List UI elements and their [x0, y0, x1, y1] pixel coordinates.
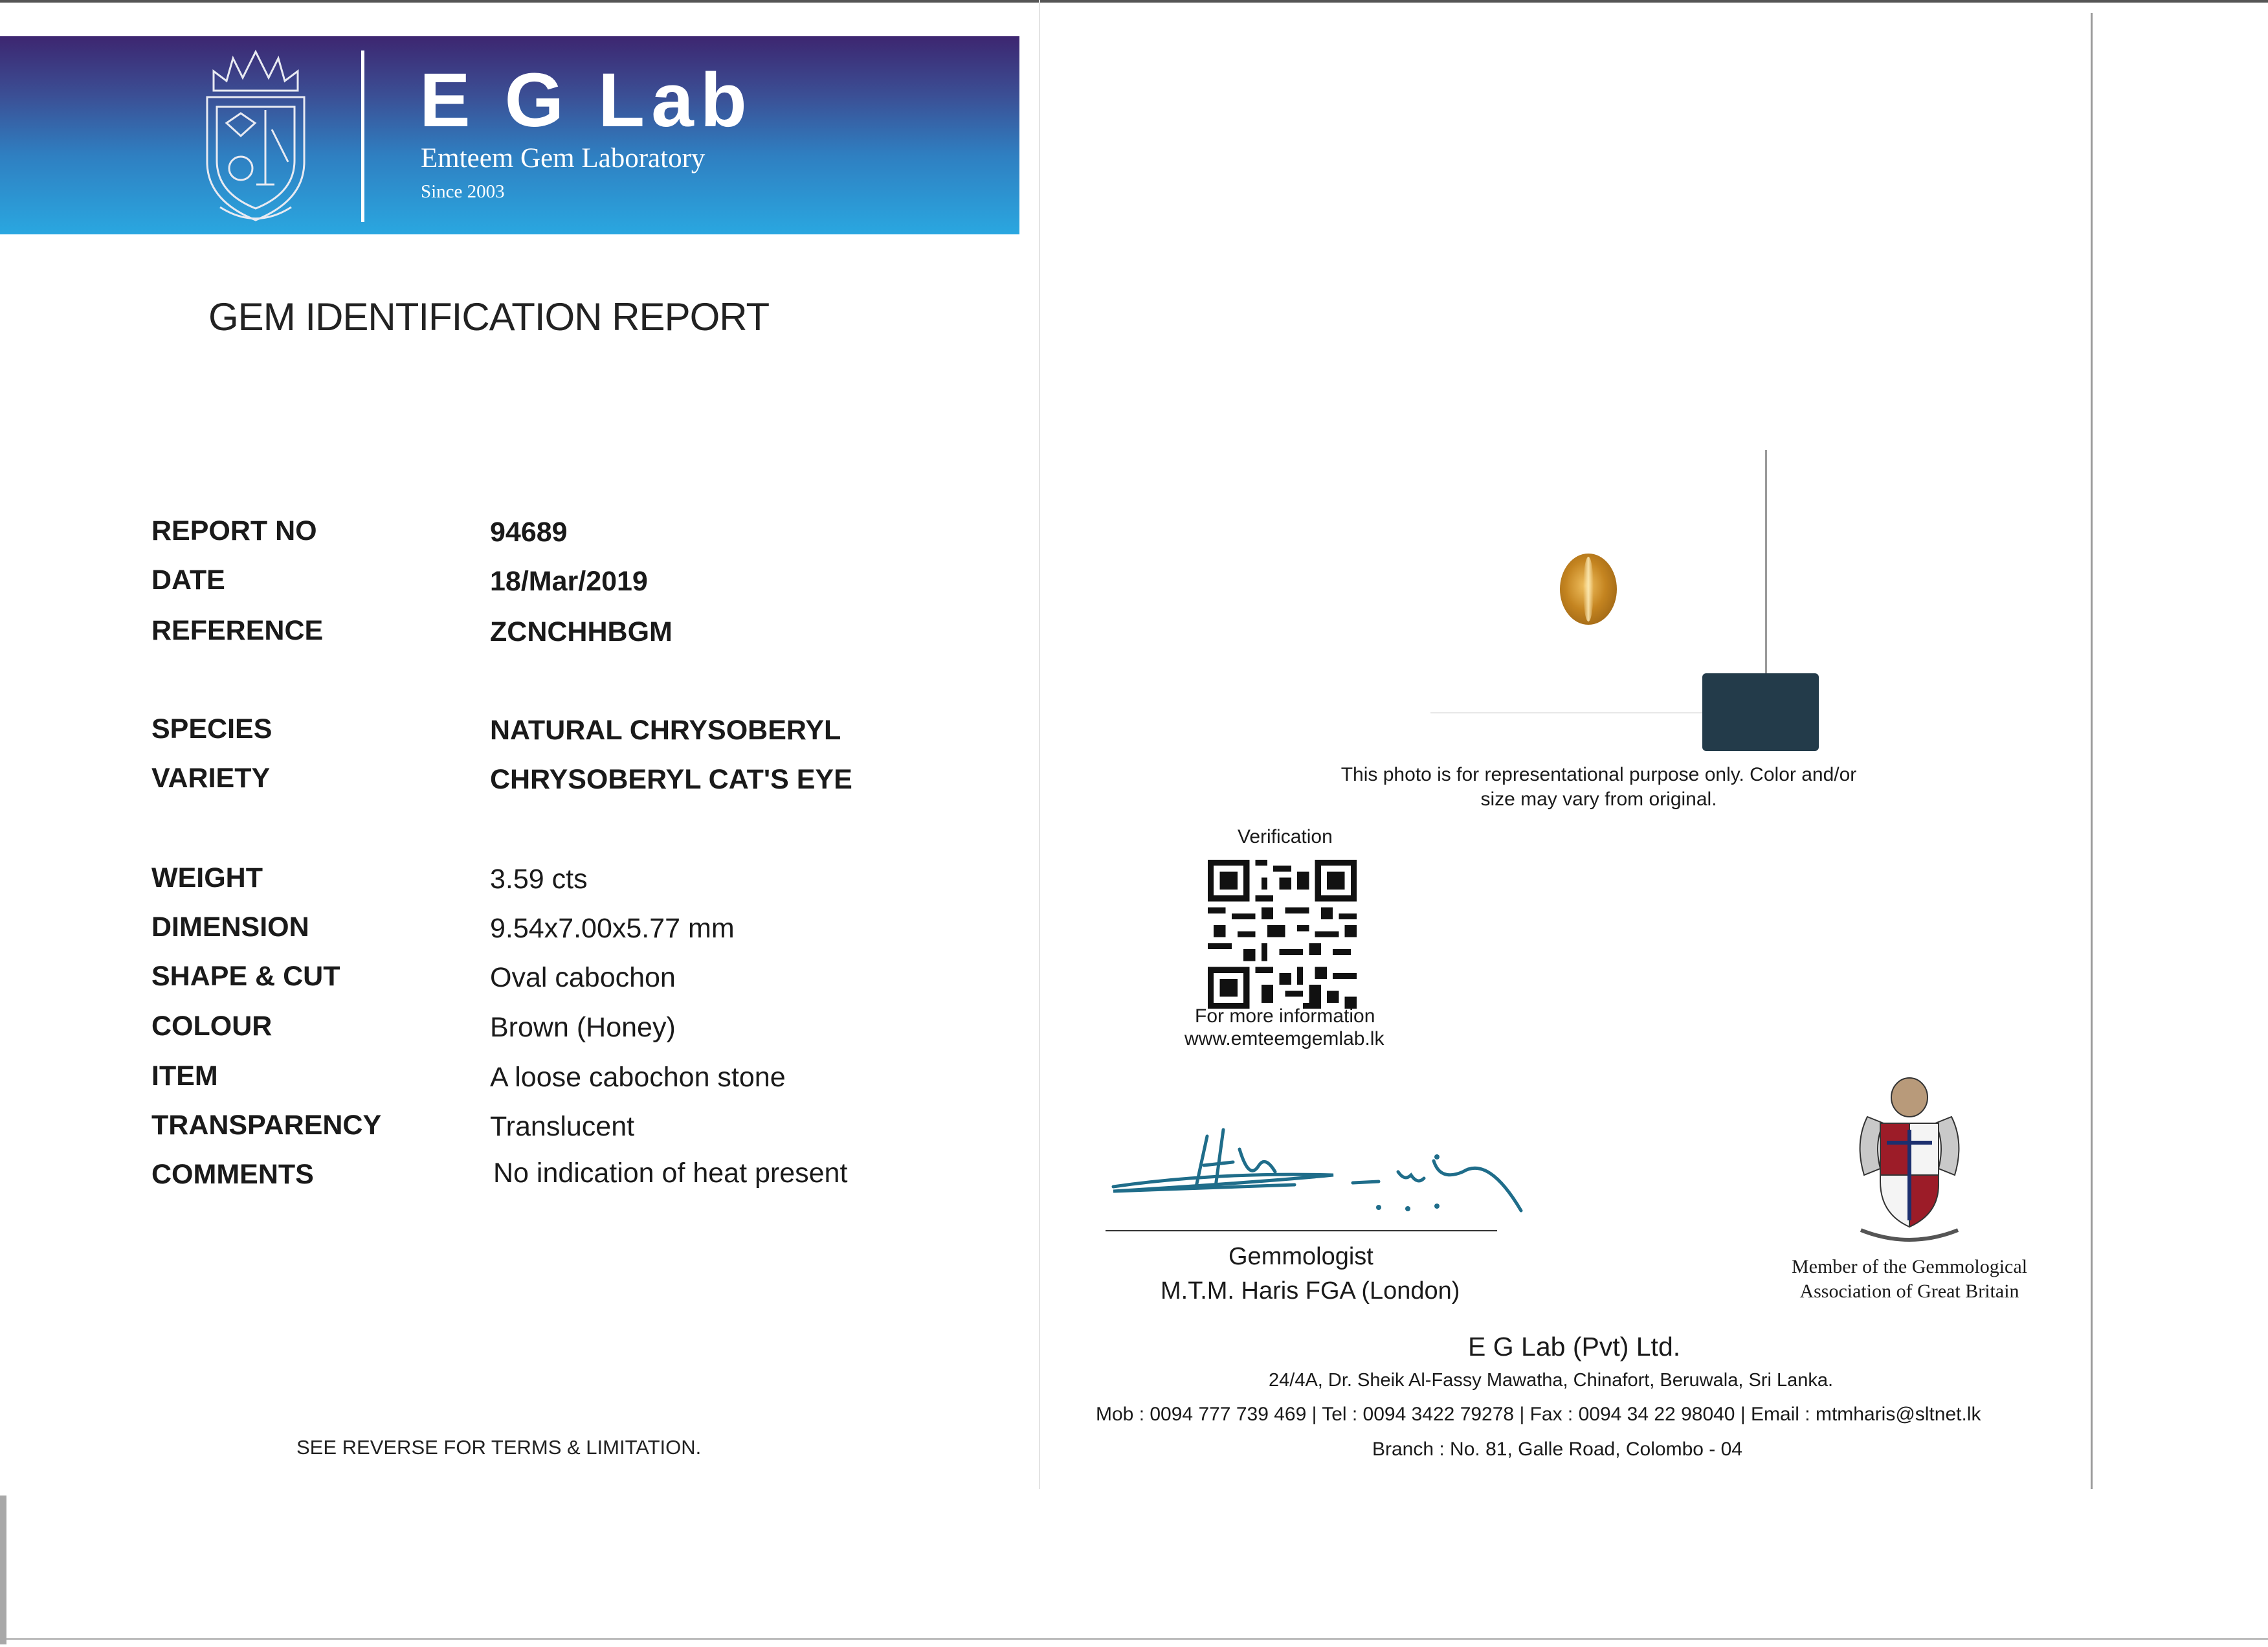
field-label-date: DATE	[151, 565, 225, 596]
report-title: GEM IDENTIFICATION REPORT	[208, 295, 770, 339]
scan-edge-bottom	[0, 1638, 2268, 1640]
field-value-comments: No indication of heat present	[493, 1158, 848, 1189]
field-value-transparency: Translucent	[490, 1111, 635, 1142]
photo-disclaimer	[1320, 763, 1877, 812]
gemmologist-signature	[1100, 1110, 1540, 1227]
field-label-dimension: DIMENSION	[151, 912, 309, 943]
company-branch: Branch : No. 81, Galle Road, Colombo - 04	[1372, 1439, 1742, 1460]
field-label-report-no: REPORT NO	[151, 515, 317, 546]
field-label-colour: COLOUR	[151, 1011, 272, 1042]
field-value-weight: 3.59 cts	[490, 864, 588, 895]
field-label-reference: REFERENCE	[151, 615, 324, 646]
field-value-species: NATURAL CHRYSOBERYL	[490, 715, 841, 746]
membership-line1: Member of the Gemmological	[1791, 1256, 2028, 1277]
verification-label: Verification	[1238, 826, 1333, 847]
signature-line	[1106, 1230, 1497, 1231]
field-value-variety: CHRYSOBERYL CAT'S EYE	[490, 764, 852, 795]
photo-disclaimer-line1: This photo is for representational purpose only. Color and/or	[1340, 764, 1857, 785]
signatory-title: Gemmologist	[1228, 1243, 1373, 1270]
qr-more-info: For more information	[1195, 1005, 1375, 1027]
field-value-date: 18/Mar/2019	[490, 566, 648, 597]
field-value-item: A loose cabochon stone	[490, 1062, 786, 1093]
lab-crest-icon	[194, 45, 317, 227]
terms-note: SEE REVERSE FOR TERMS & LIMITATION.	[296, 1436, 702, 1459]
field-label-shape-cut: SHAPE & CUT	[151, 961, 340, 992]
field-label-item: ITEM	[151, 1060, 218, 1092]
scan-edge-top	[0, 0, 2268, 3]
field-label-species: SPECIES	[151, 713, 272, 745]
field-value-dimension: 9.54x7.00x5.77 mm	[490, 913, 735, 944]
company-name: E G Lab (Pvt) Ltd.	[1468, 1332, 1681, 1361]
membership-line2: Association of Great Britain	[1799, 1281, 2019, 1302]
company-address: 24/4A, Dr. Sheik Al-Fassy Mawatha, Chinafort, Beruwala, Sri Lanka.	[1269, 1370, 1834, 1391]
field-value-colour: Brown (Honey)	[490, 1012, 676, 1043]
photo-disclaimer-line2: size may vary from original.	[1480, 789, 1717, 810]
gem-chatoyancy	[1583, 557, 1594, 622]
field-label-transparency: TRANSPARENCY	[151, 1110, 382, 1141]
photo-guide-line	[1430, 712, 1706, 713]
field-value-shape-cut: Oval cabochon	[490, 962, 676, 993]
scan-edge-right	[2091, 13, 2093, 1489]
website-link[interactable]: www.emteemgemlab.lk	[1184, 1028, 1384, 1049]
header-divider	[361, 50, 364, 222]
gem-tray	[1702, 673, 1819, 751]
brand-logo-text: E G Lab	[419, 58, 753, 143]
lab-name: Emteem Gem Laboratory	[421, 143, 706, 174]
company-contacts: Mob : 0094 777 739 469 | Tel : 0094 3422 79278 | Fax : 0094 34 22 98040 | Email : mtmharis@sltnet.lk	[1096, 1404, 1981, 1425]
field-value-reference: ZCNCHHBGM	[490, 616, 673, 647]
scan-edge-left	[0, 1496, 6, 1644]
field-label-weight: WEIGHT	[151, 862, 263, 893]
qr-code-icon[interactable]	[1208, 860, 1357, 1009]
page-fold	[1039, 0, 1040, 1489]
field-label-variety: VARIETY	[151, 763, 271, 794]
membership-text	[1773, 1255, 2045, 1304]
coat-of-arms-icon	[1841, 1071, 1977, 1246]
signatory-name: M.T.M. Haris FGA (London)	[1161, 1277, 1460, 1305]
field-label-comments: COMMENTS	[151, 1159, 314, 1190]
since-year: Since 2003	[421, 181, 505, 202]
field-value-report-no: 94689	[490, 517, 568, 548]
